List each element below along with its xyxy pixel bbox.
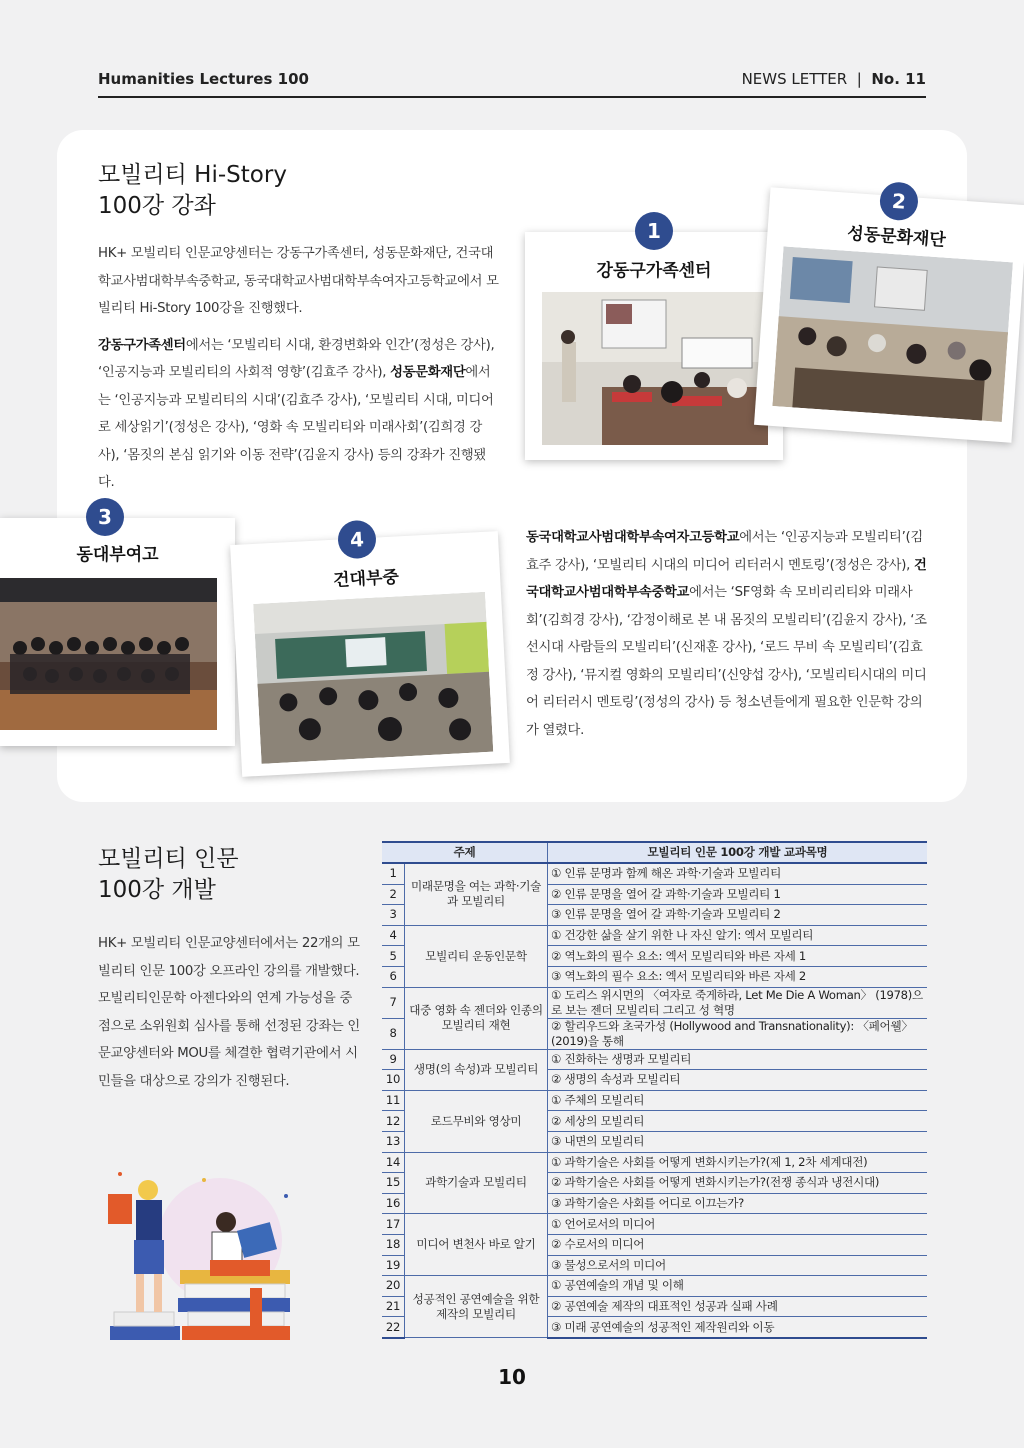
row-number: 2 <box>382 884 405 905</box>
topic-cell: 미디어 변천사 바로 알기 <box>405 1214 548 1276</box>
course-name: ③ 물성으로서의 미디어 <box>548 1255 928 1276</box>
course-name: ③ 미래 공연예술의 성공적인 제작원리와 이동 <box>548 1317 928 1338</box>
photo-card-gangdong <box>525 219 783 460</box>
row-number: 16 <box>382 1193 405 1214</box>
section1-title <box>98 160 287 222</box>
course-name: ② 할리우드와 초국가성 (Hollywood and Transnationality): 〈페어웰〉 (2019)을 통해 <box>548 1018 928 1049</box>
course-name: ③ 과학기술은 사회를 어디로 이끄는가? <box>548 1193 928 1214</box>
topic-cell: 미래문명을 여는 과학·기술과 모빌리티 <box>405 863 548 925</box>
section2-title-line1: 모빌리티 인문 <box>98 846 239 872</box>
lecture-hall-photo <box>772 246 1013 422</box>
row-number: 3 <box>382 905 405 926</box>
row-number: 6 <box>382 966 405 987</box>
seongdong-lectures: 에서는 ‘인공지능과 모빌리티의 시대’(김효주 강사), ‘모빌리티 시대, 미디어로 세상읽기’(정성은 강사), ‘영화 속 모빌리티와 미래사회’(김희경 강사), ‘몸짓의 본심 읽기와 이동 전략’(김윤지 강사) 등의 강좌가 진행됐다. <box>98 365 494 490</box>
row-number: 10 <box>382 1070 405 1091</box>
classroom-photo <box>253 592 493 764</box>
topic-cell: 모빌리티 운동인문학 <box>405 925 548 987</box>
newsletter-issue <box>742 70 926 88</box>
row-number: 20 <box>382 1276 405 1297</box>
photo-card-seongdong <box>754 187 1024 442</box>
course-name: ② 과학기술은 사회를 어떻게 변화시키는가?(전쟁 종식과 냉전시대) <box>548 1173 928 1194</box>
section1-paragraph3 <box>526 524 928 744</box>
table-row <box>382 987 927 1018</box>
badge-2: 2 <box>879 181 920 222</box>
course-name: ② 세상의 모빌리티 <box>548 1111 928 1132</box>
topic-cell: 성공적인 공연예술을 위한 제작의 모빌리티 <box>405 1276 548 1338</box>
badge-4: 4 <box>337 520 377 560</box>
row-number: 5 <box>382 946 405 967</box>
course-name: ② 인류 문명을 열어 갈 과학·기술과 모빌리티 1 <box>548 884 928 905</box>
newsletter-label: NEWS LETTER <box>741 70 848 88</box>
row-number: 15 <box>382 1173 405 1194</box>
course-name: ① 언어로서의 미디어 <box>548 1214 928 1235</box>
venue-gangdong: 강동구가족센터 <box>98 337 186 353</box>
row-number: 13 <box>382 1131 405 1152</box>
topic-cell: 생명(의 속성)과 모빌리티 <box>405 1049 548 1090</box>
venue-dongguk: 동국대학교사범대학부속여자고등학교 <box>526 530 740 545</box>
row-number: 18 <box>382 1234 405 1255</box>
table-row <box>382 863 927 884</box>
table-row <box>382 1152 927 1173</box>
row-number: 19 <box>382 1255 405 1276</box>
topic-cell: 과학기술과 모빌리티 <box>405 1152 548 1214</box>
reading-people-illustration <box>100 1160 310 1350</box>
course-name: ① 주체의 모빌리티 <box>548 1090 928 1111</box>
section1-title-line1: 모빌리티 Hi-Story <box>98 162 287 188</box>
topic-cell: 로드무비와 영상미 <box>405 1090 548 1152</box>
column-header-course: 모빌리티 인문 100강 개발 교과목명 <box>548 842 928 863</box>
course-name: ① 인류 문명과 함께 해온 과학·기술과 모빌리티 <box>548 863 928 884</box>
badge-3: 3 <box>86 498 124 536</box>
table-row <box>382 925 927 946</box>
section1-intro: HK+ 모빌리티 인문교양센터는 강동구가족센터, 성동문화재단, 건국대학교사범대학부속중학교, 동국대학교사범대학부속여자고등학교에서 모빌리티 Hi-Story 100강을 진행했다. <box>98 246 499 316</box>
course-table-body <box>382 863 927 1338</box>
row-number: 8 <box>382 1018 405 1049</box>
photo-caption: 성동문화재단 <box>846 223 947 251</box>
course-name: ② 공연예술 제작의 대표적인 성공과 실패 사례 <box>548 1296 928 1317</box>
venue-konkuk: 건국대학교사범대학부속중학교 <box>526 557 927 600</box>
course-name: ① 도리스 위시먼의 〈여자로 죽게하라, Let Me Die A Woman〉 (1978)으로 보는 젠더 모빌리티 그리고 성 혁명 <box>548 987 928 1018</box>
row-number: 1 <box>382 863 405 884</box>
photo-caption: 강동구가족센터 <box>596 261 712 281</box>
row-number: 11 <box>382 1090 405 1111</box>
header-separator: | <box>856 70 862 88</box>
course-name: ② 생명의 속성과 모빌리티 <box>548 1070 928 1091</box>
photo-caption: 동대부여고 <box>76 545 159 565</box>
course-name: ③ 역노화의 필수 요소: 엑서 모빌리티와 바른 자세 2 <box>548 966 928 987</box>
table-header-row <box>382 842 927 863</box>
issue-number: No. 11 <box>871 70 926 88</box>
course-table <box>382 841 927 1339</box>
page-number: 10 <box>498 1365 526 1389</box>
section2-intro: HK+ 모빌리티 인문교양센터에서는 22개의 모빌리티 인문 100강 오프라인 강의를 개발했다. 모빌리티인문학 아젠다와의 연계 가능성을 중점으로 소위원회 심사를 통해 선정된 강좌는 인문교양센터와 MOU를 체결한 협력기관에서 시민들을 대상으로 강의가 진행된다. <box>98 936 360 1089</box>
publication-title: Humanities Lectures 100 <box>98 70 309 88</box>
table-row <box>382 1049 927 1070</box>
course-name: ① 과학기술은 사회를 어떻게 변화시키는가?(제 1, 2차 세계대전) <box>548 1152 928 1173</box>
topic-cell: 대중 영화 속 젠더와 인종의 모빌리티 재현 <box>405 987 548 1049</box>
row-number: 12 <box>382 1111 405 1132</box>
badge-1: 1 <box>635 212 673 250</box>
course-name: ① 건강한 삶을 살기 위한 나 자신 알기: 엑서 모빌리티 <box>548 925 928 946</box>
row-number: 9 <box>382 1049 405 1070</box>
row-number: 7 <box>382 987 405 1018</box>
section1-title-line2: 100강 강좌 <box>98 193 216 219</box>
dongguk-lectures: 에서는 ‘인공지능과 모빌리티’(김효주 강사), ‘모빌리티 시대의 미디어 리터러시 멘토링’(정성은 강사), <box>526 530 923 573</box>
course-name: ③ 인류 문명을 열어 갈 과학·기술과 모빌리티 2 <box>548 905 928 926</box>
course-name: ① 공연예술의 개념 및 이해 <box>548 1276 928 1297</box>
photo-card-dongdae <box>0 505 235 746</box>
section2-body <box>98 930 360 1104</box>
table-row <box>382 1276 927 1297</box>
gangdong-lectures: 에서는 ‘모빌리티 시대, 환경변화와 인간’(정성은 강사), ‘인공지능과 모빌리티의 사회적 영향’(김효주 강사), <box>98 337 495 380</box>
row-number: 22 <box>382 1317 405 1338</box>
konkuk-lectures: 에서는 ‘SF영화 속 모비리리티와 미래사회’(김희경 강사), ‘감정이해로 본 내 몸짓의 모빌리티’(김윤지 강사), ‘조선시대 사람들의 모빌리티’(신재훈 강사), ‘로드 무비 속 모빌리티’(김효정 강사), ‘뮤지컬 영화의 모빌리티’(신양섭 강사), ‘모빌리티시대의 미디어 리터러시 멘토링’(정성의 강사) 등 청소년들에게 필요한 인문학 강의가 열렸다. <box>526 585 927 738</box>
course-name: ② 역노화의 필수 요소: 엑서 모빌리티와 바른 자세 1 <box>548 946 928 967</box>
section1-body-right <box>526 524 928 753</box>
section2-title-line2: 100강 개발 <box>98 877 216 903</box>
photo-caption: 건대부중 <box>332 567 400 591</box>
course-name: ② 수로서의 미디어 <box>548 1234 928 1255</box>
row-number: 17 <box>382 1214 405 1235</box>
table-row <box>382 1090 927 1111</box>
course-name: ① 진화하는 생명과 모빌리티 <box>548 1049 928 1070</box>
row-number: 14 <box>382 1152 405 1173</box>
photo-card-konkuk <box>230 527 510 777</box>
row-number: 4 <box>382 925 405 946</box>
group-photo <box>0 578 217 730</box>
section2-title <box>98 844 239 906</box>
row-number: 21 <box>382 1296 405 1317</box>
column-header-topic: 주제 <box>382 842 548 863</box>
header-divider <box>98 96 926 98</box>
classroom-photo <box>542 292 768 445</box>
table-row <box>382 1214 927 1235</box>
section1-body <box>98 240 502 506</box>
section1-paragraph2 <box>98 332 502 497</box>
course-name: ③ 내면의 모빌리티 <box>548 1131 928 1152</box>
venue-seongdong: 성동문화재단 <box>390 365 466 380</box>
